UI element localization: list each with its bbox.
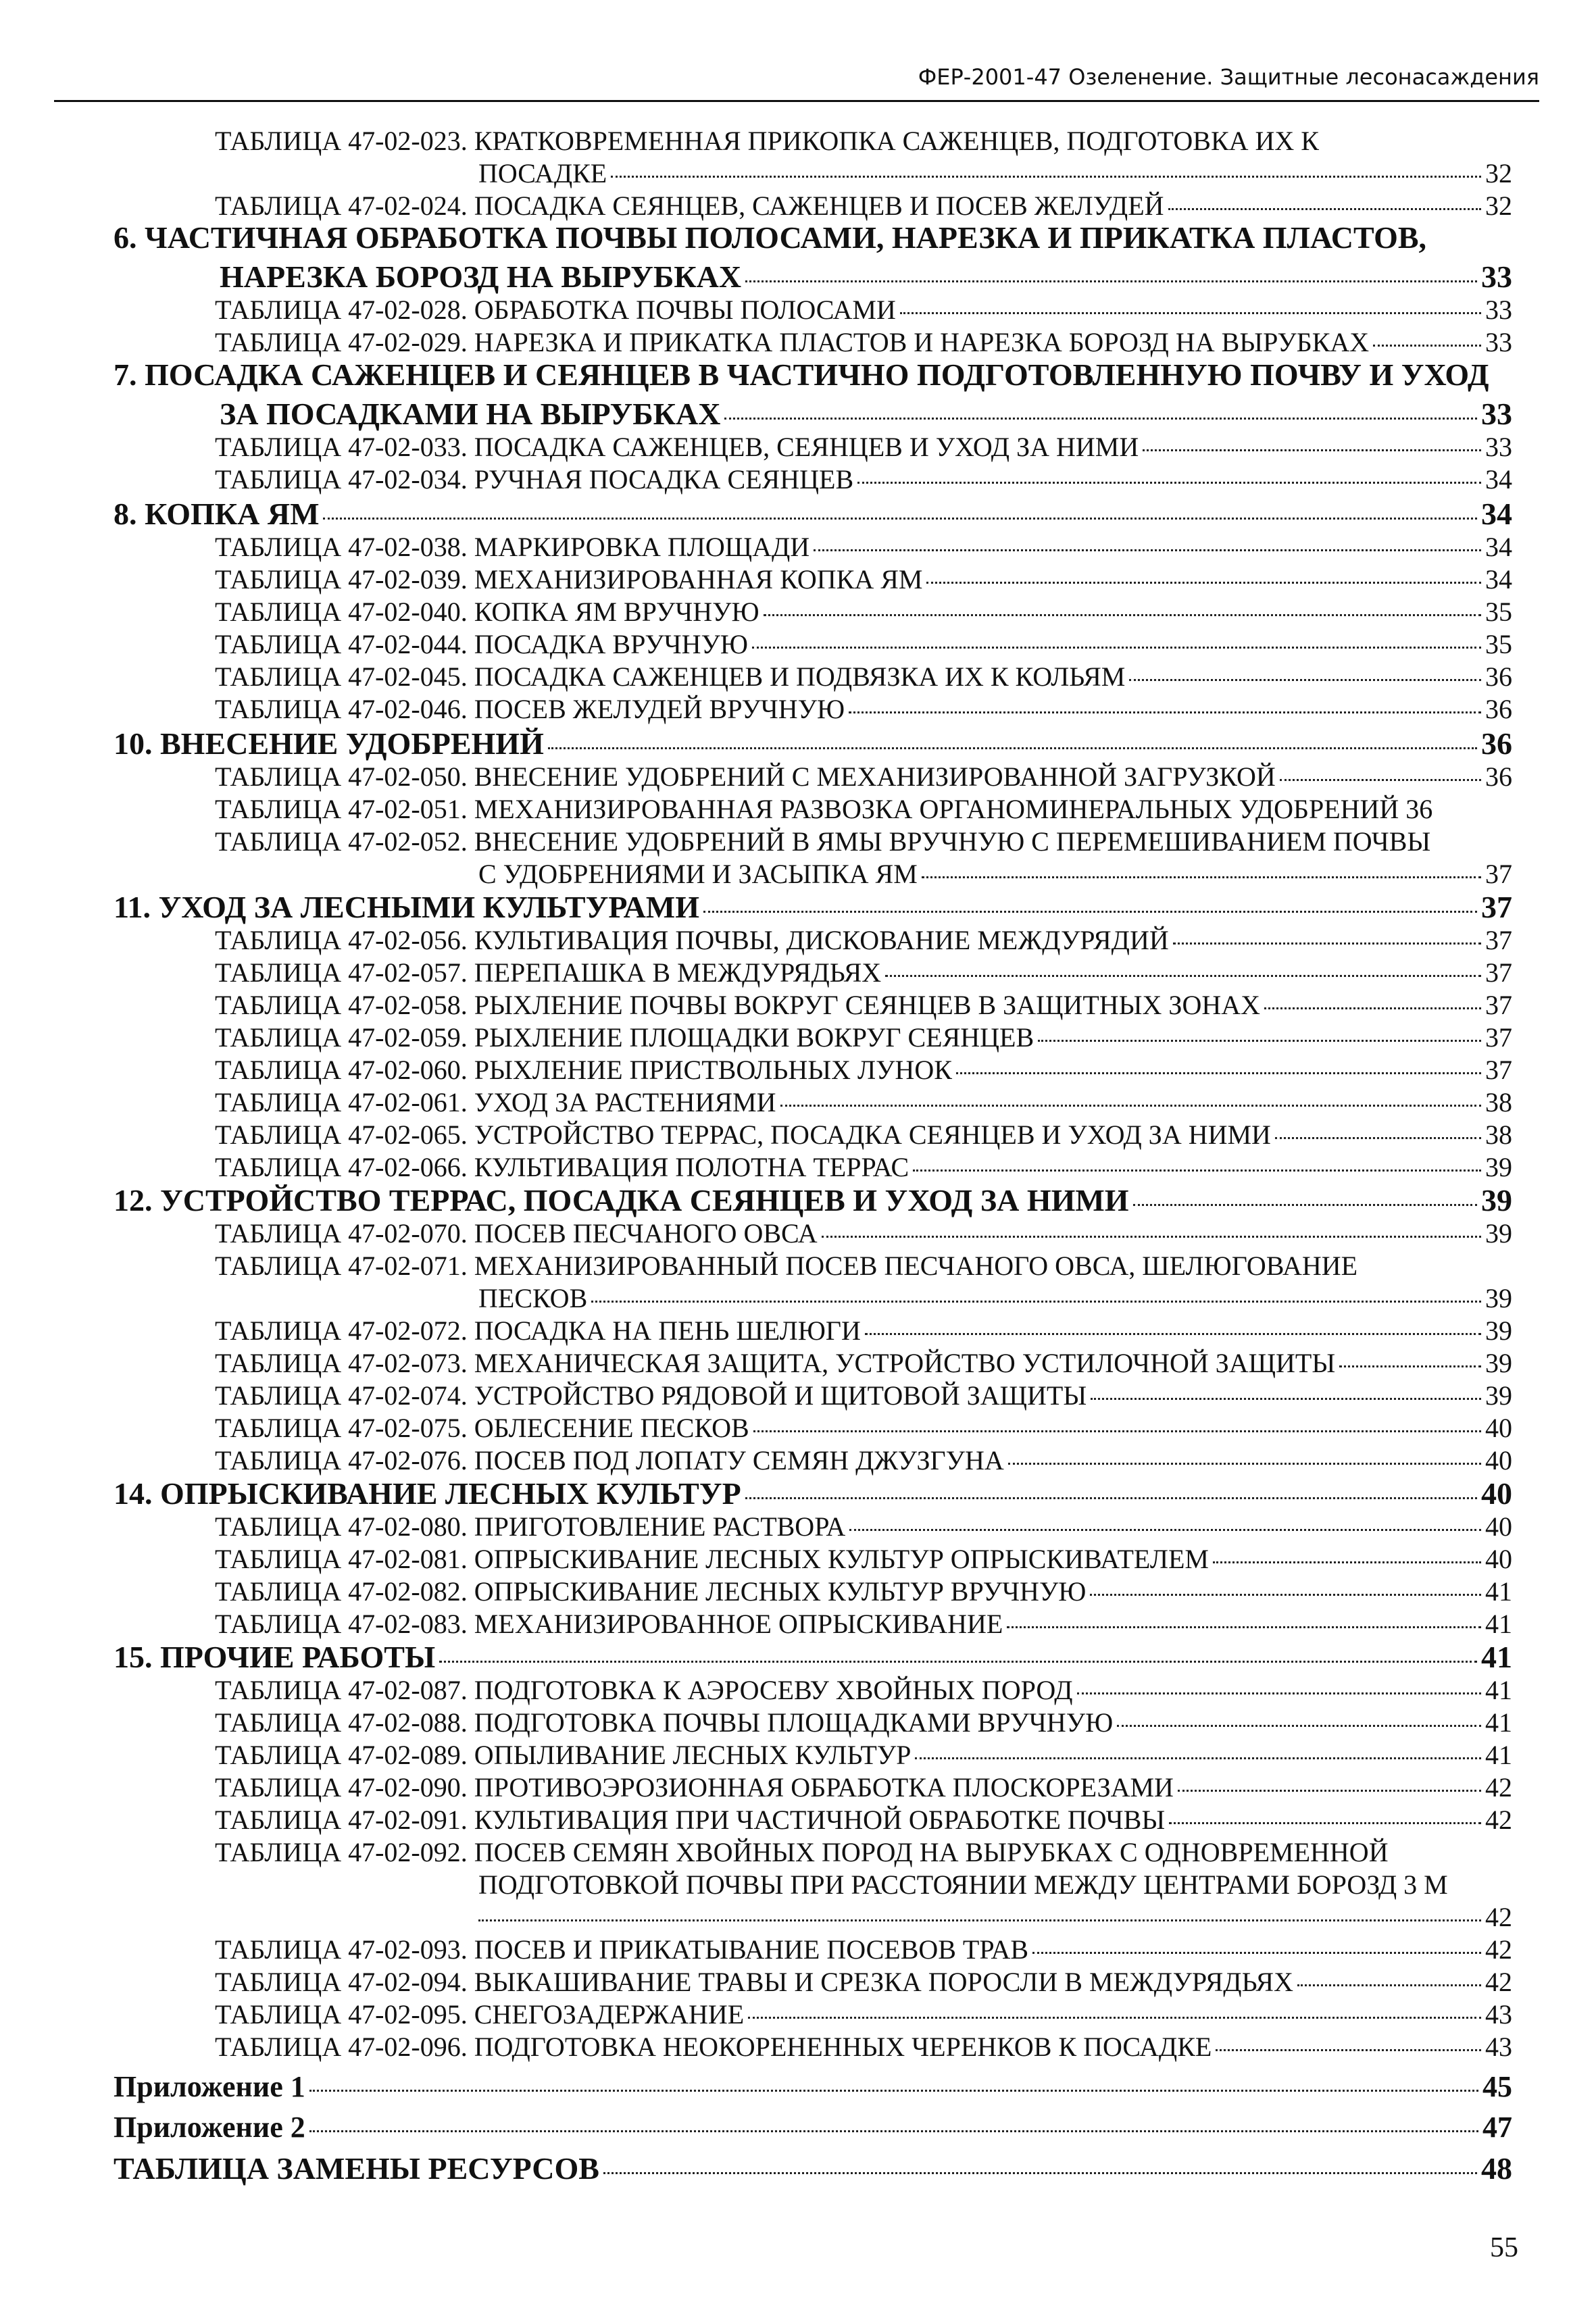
toc-page-number: 43 [1485,1999,1512,2030]
toc-section-title: Приложение 1 [114,2070,305,2103]
toc-entry-title: ТАБЛИЦА 47-02-066. КУЛЬТИВАЦИЯ ПОЛОТНА ТЕРРАС [215,1152,909,1182]
toc-section-title: 14. ОПРЫСКИВАНИЕ ЛЕСНЫХ КУЛЬТУР [114,1476,741,1511]
dot-leader [1297,1984,1481,1986]
toc-page-number: 42 [1485,1902,1512,1932]
toc-page-number: 39 [1485,1218,1512,1249]
dot-leader [1275,1137,1481,1139]
dot-leader [1264,1007,1481,1009]
toc-entry-47-02-051[interactable]: ТАБЛИЦА 47-02-051. МЕХАНИЗИРОВАННАЯ РАЗВОЗКА ОРГАНОМИНЕРАЛЬНЫХ УДОБРЕНИЙ 36 [215,794,1433,824]
dot-leader [1008,1463,1481,1465]
dot-leader [857,482,1481,484]
toc-entry-47-02-029[interactable] [215,326,1512,358]
toc-page-number: 39 [1485,1315,1512,1346]
toc-section-8[interactable] [114,496,1512,532]
toc-entry-47-02-096[interactable] [215,2031,1512,2063]
toc-entry-title: ТАБЛИЦА 47-02-088. ПОДГОТОВКА ПОЧВЫ ПЛОЩАДКАМИ ВРУЧНУЮ [215,1707,1114,1738]
toc-entry-title: ТАБЛИЦА 47-02-073. МЕХАНИЧЕСКАЯ ЗАЩИТА, УСТРОЙСТВО УСТИЛОЧНОЙ ЗАЩИТЫ [215,1348,1336,1378]
toc-entry-title: ТАБЛИЦА 47-02-058. РЫХЛЕНИЕ ПОЧВЫ ВОКРУГ СЕЯНЦЕВ В ЗАЩИТНЫХ ЗОНАХ [215,990,1260,1020]
toc-page-number: 41 [1485,1707,1512,1738]
toc-page-number: 40 [1485,1544,1512,1574]
toc-page-number: 32 [1485,158,1512,188]
toc-page-number: 39 [1485,1152,1512,1182]
dot-leader [309,2090,1478,2092]
dot-leader [548,747,1477,749]
toc-section-title: 15. ПРОЧИЕ РАБОТЫ [114,1640,436,1674]
toc-entry-47-02-044[interactable] [215,628,1512,660]
toc-entry-title: ПЕСКОВ [478,1283,588,1313]
dot-leader [703,911,1477,913]
toc-entry-title: ТАБЛИЦА 47-02-081. ОПРЫСКИВАНИЕ ЛЕСНЫХ КУЛЬТУР ОПРЫСКИВАТЕЛЕМ [215,1544,1209,1574]
toc-entry-47-02-072[interactable] [215,1315,1512,1347]
dot-leader [1091,1398,1481,1400]
dot-leader [922,876,1481,878]
toc-entry-title: ТАБЛИЦА 47-02-065. УСТРОЙСТВО ТЕРРАС, ПОСАДКА СЕЯНЦЕВ И УХОД ЗА НИМИ [215,1120,1271,1150]
toc-section-title: ТАБЛИЦА ЗАМЕНЫ РЕСУРСОВ [114,2151,599,2186]
toc-entry-47-02-087[interactable] [215,1674,1512,1706]
toc-entry-47-02-081[interactable] [215,1543,1512,1575]
dot-leader [1173,942,1481,945]
dot-leader [1117,1725,1481,1727]
toc-entry-title: ПОСАДКЕ [478,158,607,188]
toc-entry-title: ТАБЛИЦА 47-02-095. СНЕГОЗАДЕРЖАНИЕ [215,1999,745,2030]
toc-entry-47-02-092-cont[interactable]: ПОДГОТОВКОЙ ПОЧВЫ ПРИ РАССТОЯНИИ МЕЖДУ ЦЕНТРАМИ БОРОЗД 3 М [478,1869,1448,1900]
toc-entry-47-02-058[interactable] [215,989,1512,1021]
toc-section-6[interactable]: 6. ЧАСТИЧНАЯ ОБРАБОТКА ПОЧВЫ ПОЛОСАМИ, НАРЕЗКА И ПРИКАТКА ПЛАСТОВ, [114,220,1427,255]
toc-page-number: 39 [1481,1183,1512,1217]
toc-entry-47-02-076[interactable] [215,1444,1512,1476]
toc-page-number: 42 [1485,1805,1512,1835]
toc-page-number: 37 [1485,1022,1512,1053]
toc-page-number: 40 [1485,1413,1512,1443]
toc-page-number: 37 [1485,990,1512,1020]
dot-leader [885,975,1481,977]
toc-entry-47-02-023-cont[interactable] [478,157,1512,189]
toc-page-number: 36 [1485,761,1512,792]
toc-page-number: 42 [1485,1967,1512,1997]
toc-entry-47-02-080[interactable] [215,1511,1512,1542]
toc-section-title: 12. УСТРОЙСТВО ТЕРРАС, ПОСАДКА СЕЯНЦЕВ И УХОД ЗА НИМИ [114,1183,1129,1217]
toc-entry-47-02-038[interactable] [215,531,1512,563]
toc-entry-title: ТАБЛИЦА 47-02-033. ПОСАДКА САЖЕНЦЕВ, СЕЯНЦЕВ И УХОД ЗА НИМИ [215,432,1139,462]
toc-page-number: 33 [1485,295,1512,325]
dot-leader [956,1072,1481,1074]
toc-entry-title: ТАБЛИЦА 47-02-076. ПОСЕВ ПОД ЛОПАТУ СЕМЯН ДЖУЗГУНА [215,1445,1004,1476]
toc-entry-47-02-050[interactable] [215,761,1512,793]
toc-page-number: 39 [1485,1283,1512,1313]
toc-page-number: 45 [1482,2070,1512,2103]
toc-entry-title: ТАБЛИЦА 47-02-050. ВНЕСЕНИЕ УДОБРЕНИЙ С МЕХАНИЗИРОВАННОЙ ЗАГРУЗКОЙ [215,761,1276,792]
toc-entry-47-02-070[interactable] [215,1217,1512,1249]
toc-entry-47-02-066[interactable] [215,1151,1512,1183]
toc-entry-title: ТАБЛИЦА 47-02-074. УСТРОЙСТВО РЯДОВОЙ И ЩИТОВОЙ ЗАЩИТЫ [215,1380,1087,1411]
toc-page-number: 40 [1485,1511,1512,1542]
toc-page-number: 43 [1485,2032,1512,2062]
toc-entry-47-02-091[interactable] [215,1804,1512,1836]
dot-leader [748,2017,1481,2019]
toc-page-number: 48 [1481,2151,1512,2186]
toc-page-number: 41 [1485,1740,1512,1770]
toc-entry-47-02-074[interactable] [215,1380,1512,1411]
toc-page-number: 34 [1485,564,1512,595]
toc-entry-47-02-065[interactable] [215,1119,1512,1151]
toc-appendix-2[interactable] [114,2110,1512,2144]
toc-section-14[interactable] [114,1476,1512,1511]
toc-entry-title: ТАБЛИЦА 47-02-040. КОПКА ЯМ ВРУЧНУЮ [215,597,759,627]
toc-entry-title: ТАБЛИЦА 47-02-080. ПРИГОТОВЛЕНИЕ РАСТВОРА [215,1511,846,1542]
toc-entry-47-02-046[interactable] [215,693,1512,725]
toc-section-6-cont[interactable] [220,259,1512,295]
dot-leader [323,518,1477,520]
toc-entry-47-02-095[interactable] [215,1998,1512,2030]
toc-entry-title: ТАБЛИЦА 47-02-045. ПОСАДКА САЖЕНЦЕВ И ПОДВЯЗКА ИХ К КОЛЬЯМ [215,661,1126,692]
toc-page-number: 32 [1485,191,1512,221]
toc-entry-47-02-061[interactable] [215,1086,1512,1118]
dot-leader [814,549,1481,551]
toc-page-number: 36 [1481,726,1512,761]
toc-page-number: 42 [1485,1934,1512,1965]
dot-leader [849,1529,1481,1531]
dot-leader [1129,679,1481,681]
toc-entry-47-02-028[interactable] [215,294,1512,326]
toc-entry-title: ТАБЛИЦА 47-02-039. МЕХАНИЗИРОВАННАЯ КОПКА ЯМ [215,564,923,595]
toc-page-number: 38 [1485,1120,1512,1150]
toc-entry-title: ТАБЛИЦА 47-02-057. ПЕРЕПАШКА В МЕЖДУРЯДЬЯХ [215,957,882,988]
toc-entry-title: ТАБЛИЦА 47-02-082. ОПРЫСКИВАНИЕ ЛЕСНЫХ КУЛЬТУР ВРУЧНУЮ [215,1576,1087,1607]
toc-entry-47-02-088[interactable] [215,1707,1512,1738]
toc-page-number: 41 [1485,1609,1512,1639]
dot-leader [1007,1626,1481,1628]
toc-page-number: 33 [1481,259,1512,294]
toc-page-number: 36 [1485,661,1512,692]
toc-entry-title: ТАБЛИЦА 47-02-028. ОБРАБОТКА ПОЧВЫ ПОЛОСАМИ [215,295,896,325]
dot-leader [1280,779,1481,781]
toc-page-number: 36 [1485,694,1512,724]
toc-entry-title: ТАБЛИЦА 47-02-029. НАРЕЗКА И ПРИКАТКА ПЛАСТОВ И НАРЕЗКА БОРОЗД НА ВЫРУБКАХ [215,327,1370,357]
dot-leader [1077,1692,1482,1694]
toc-section-7[interactable]: 7. ПОСАДКА САЖЕНЦЕВ И СЕЯНЦЕВ В ЧАСТИЧНО ПОДГОТОВЛЕННУЮ ПОЧВУ И УХОД [114,357,1489,392]
dot-leader [1178,1790,1481,1792]
toc-page-number: 39 [1485,1348,1512,1378]
toc-page-number: 37 [1485,957,1512,988]
toc-entry-47-02-034[interactable] [215,463,1512,495]
toc-entry-47-02-082[interactable] [215,1576,1512,1607]
toc-entry-title: ТАБЛИЦА 47-02-059. РЫХЛЕНИЕ ПЛОЩАДКИ ВОКРУГ СЕЯНЦЕВ [215,1022,1034,1053]
dot-leader [745,280,1477,282]
toc-entry-47-02-059[interactable] [215,1022,1512,1053]
toc-entry-47-02-052-cont[interactable] [478,858,1512,890]
toc-page-number: 35 [1485,597,1512,627]
dot-leader [753,1430,1481,1432]
toc-entry-47-02-071[interactable]: ТАБЛИЦА 47-02-071. МЕХАНИЗИРОВАННЫЙ ПОСЕВ ПЕСЧАНОГО ОВСА, ШЕЛЮГОВАНИЕ [215,1251,1358,1281]
toc-section-15[interactable] [114,1639,1512,1675]
toc-entry-47-02-060[interactable] [215,1054,1512,1086]
toc-section-title: Приложение 2 [114,2111,305,2144]
dot-leader [478,1919,1481,1921]
dot-leader [611,176,1481,178]
toc-entry-47-02-023[interactable]: ТАБЛИЦА 47-02-023. КРАТКОВРЕМЕННАЯ ПРИКОПКА САЖЕНЦЕВ, ПОДГОТОВКА ИХ К [215,126,1319,156]
toc-entry-title: ТАБЛИЦА 47-02-060. РЫХЛЕНИЕ ПРИСТВОЛЬНЫХ ЛУНОК [215,1055,952,1085]
toc-page-number: 34 [1481,497,1512,531]
dot-leader [1032,1952,1481,1954]
toc-page-number: 38 [1485,1087,1512,1117]
toc-entry-47-02-094[interactable] [215,1966,1512,1998]
toc-section-title: 10. ВНЕСЕНИЕ УДОБРЕНИЙ [114,726,544,761]
dot-leader [1216,2049,1481,2051]
toc-entry-title: ТАБЛИЦА 47-02-038. МАРКИРОВКА ПЛОЩАДИ [215,532,810,562]
toc-page-number: 39 [1485,1380,1512,1411]
toc-entry-47-02-092-page[interactable] [478,1901,1512,1933]
toc-entry-title: ТАБЛИЦА 47-02-061. УХОД ЗА РАСТЕНИЯМИ [215,1087,776,1117]
toc-entry-47-02-045[interactable] [215,661,1512,693]
dot-leader [1090,1594,1481,1596]
toc-page-number: 40 [1485,1445,1512,1476]
dot-leader [822,1236,1481,1238]
page-number: 55 [1490,2232,1518,2263]
toc-page-number: 41 [1481,1640,1512,1674]
dot-leader [309,2130,1478,2132]
dot-leader [591,1301,1481,1303]
toc-section-title: 11. УХОД ЗА ЛЕСНЫМИ КУЛЬТУРАМИ [114,890,699,924]
toc-page-number: 41 [1485,1576,1512,1607]
dot-leader [1339,1365,1481,1367]
toc-page-number: 40 [1481,1476,1512,1511]
toc-page-number: 37 [1485,1055,1512,1085]
toc-entry-title: ТАБЛИЦА 47-02-044. ПОСАДКА ВРУЧНУЮ [215,629,748,659]
toc-page-number: 37 [1481,890,1512,924]
toc-entry-47-02-057[interactable] [215,957,1512,988]
toc-entry-title: ТАБЛИЦА 47-02-093. ПОСЕВ И ПРИКАТЫВАНИЕ ПОСЕВОВ ТРАВ [215,1934,1029,1965]
toc-entry-title: ТАБЛИЦА 47-02-046. ПОСЕВ ЖЕЛУДЕЙ ВРУЧНУЮ [215,694,845,724]
dot-leader [745,1497,1477,1499]
toc-entry-title: ТАБЛИЦА 47-02-070. ПОСЕВ ПЕСЧАНОГО ОВСА [215,1218,818,1249]
dot-leader [1168,208,1481,210]
dot-leader [603,2172,1477,2174]
toc-entry-47-02-056[interactable] [215,924,1512,956]
toc-entry-title: С УДОБРЕНИЯМИ И ЗАСЫПКА ЯМ [478,859,918,889]
dot-leader [1133,1204,1477,1206]
toc-entry-47-02-039[interactable] [215,563,1512,595]
toc-entry-title: ТАБЛИЦА 47-02-091. КУЛЬТИВАЦИЯ ПРИ ЧАСТИЧНОЙ ОБРАБОТКЕ ПОЧВЫ [215,1805,1166,1835]
toc-page-number: 42 [1485,1772,1512,1803]
dot-leader [752,647,1481,649]
toc-entry-47-02-090[interactable] [215,1771,1512,1803]
dot-leader [780,1105,1482,1107]
toc-entry-title: ТАБЛИЦА 47-02-096. ПОДГОТОВКА НЕОКОРЕНЕННЫХ ЧЕРЕНКОВ К ПОСАДКЕ [215,2032,1212,2062]
dot-leader [439,1661,1477,1663]
toc-page-number: 41 [1485,1675,1512,1705]
toc-entry-47-02-073[interactable] [215,1347,1512,1379]
toc-entry-47-02-075[interactable] [215,1412,1512,1444]
dot-leader [764,614,1481,616]
toc-entry-47-02-033[interactable] [215,431,1512,463]
toc-entry-47-02-071-cont[interactable] [478,1282,1512,1314]
toc-entry-title: ТАБЛИЦА 47-02-089. ОПЫЛИВАНИЕ ЛЕСНЫХ КУЛЬТУР [215,1740,912,1770]
toc-section-12[interactable] [114,1182,1512,1218]
toc-replacement-table[interactable] [114,2150,1512,2186]
toc-entry-title: ТАБЛИЦА 47-02-094. ВЫКАШИВАНИЕ ТРАВЫ И СРЕЗКА ПОРОСЛИ В МЕЖДУРЯДЬЯХ [215,1967,1293,1997]
toc-entry-47-02-083[interactable] [215,1608,1512,1640]
toc-section-title: ЗА ПОСАДКАМИ НА ВЫРУБКАХ [220,397,721,431]
toc-page-number: 33 [1485,432,1512,462]
toc-entry-title: ТАБЛИЦА 47-02-090. ПРОТИВОЭРОЗИОННАЯ ОБРАБОТКА ПЛОСКОРЕЗАМИ [215,1772,1174,1803]
dot-leader [1038,1040,1481,1042]
dot-leader [1213,1561,1481,1563]
toc-entry-title: ТАБЛИЦА 47-02-083. МЕХАНИЗИРОВАННОЕ ОПРЫСКИВАНИЕ [215,1609,1003,1639]
toc-page-number: 37 [1485,925,1512,955]
toc-section-title: 8. КОПКА ЯМ [114,497,320,531]
toc-page-number: 47 [1482,2111,1512,2144]
dot-leader [913,1169,1481,1172]
toc-page-number: 33 [1481,397,1512,431]
dot-leader [1373,345,1481,347]
toc-entry-title: ТАБЛИЦА 47-02-072. ПОСАДКА НА ПЕНЬ ШЕЛЮГИ [215,1315,861,1346]
dot-leader [915,1757,1481,1759]
dot-leader [1169,1822,1481,1824]
dot-leader [1143,449,1481,451]
toc-entry-title: ТАБЛИЦА 47-02-075. ОБЛЕСЕНИЕ ПЕСКОВ [215,1413,749,1443]
toc-entry-47-02-040[interactable] [215,596,1512,628]
toc-page-number: 35 [1485,629,1512,659]
toc-entry-title: ТАБЛИЦА 47-02-056. КУЛЬТИВАЦИЯ ПОЧВЫ, ДИСКОВАНИЕ МЕЖДУРЯДИЙ [215,925,1169,955]
toc-entry-47-02-052[interactable]: ТАБЛИЦА 47-02-052. ВНЕСЕНИЕ УДОБРЕНИЙ В ЯМЫ ВРУЧНУЮ С ПЕРЕМЕШИВАНИЕМ ПОЧВЫ [215,826,1431,857]
running-header: ФЕР-2001-47 Озеленение. Защитные лесонасаждения [918,64,1539,90]
toc-entry-47-02-089[interactable] [215,1739,1512,1771]
toc-section-7-cont[interactable] [220,396,1512,432]
dot-leader [926,582,1481,584]
dot-leader [865,1333,1481,1335]
toc-entry-title: ТАБЛИЦА 47-02-024. ПОСАДКА СЕЯНЦЕВ, САЖЕНЦЕВ И ПОСЕВ ЖЕЛУДЕЙ [215,191,1164,221]
toc-entry-title: ТАБЛИЦА 47-02-087. ПОДГОТОВКА К АЭРОСЕВУ ХВОЙНЫХ ПОРОД [215,1675,1073,1705]
toc-entry-title: ТАБЛИЦА 47-02-034. РУЧНАЯ ПОСАДКА СЕЯНЦЕВ [215,464,854,495]
dot-leader [849,711,1481,713]
toc-section-10[interactable] [114,726,1512,761]
toc-section-title: НАРЕЗКА БОРОЗД НА ВЫРУБКАХ [220,259,742,294]
toc-entry-47-02-093[interactable] [215,1934,1512,1965]
toc-page-number: 34 [1485,532,1512,562]
toc-page-number: 37 [1485,859,1512,889]
toc-page-number: 34 [1485,464,1512,495]
toc-entry-47-02-024[interactable] [215,190,1512,222]
toc-appendix-1[interactable] [114,2069,1512,2104]
toc-page-number: 33 [1485,327,1512,357]
toc-section-11[interactable] [114,889,1512,925]
dot-leader [724,418,1477,420]
toc-entry-47-02-092[interactable]: ТАБЛИЦА 47-02-092. ПОСЕВ СЕМЯН ХВОЙНЫХ ПОРОД НА ВЫРУБКАХ С ОДНОВРЕМЕННОЙ [215,1837,1389,1867]
dot-leader [900,312,1481,314]
